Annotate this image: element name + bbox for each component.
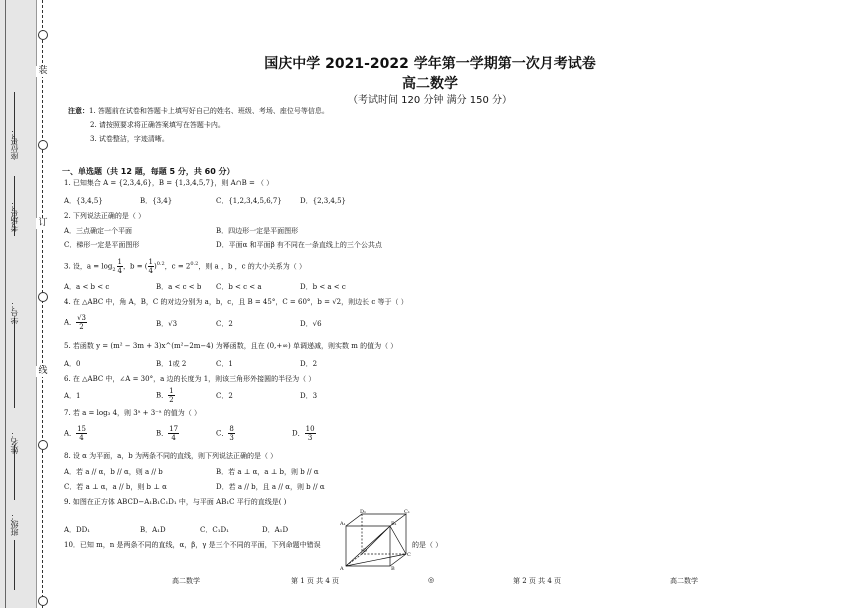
option-d bbox=[292, 425, 316, 442]
stem-part: 3. 设，a = log bbox=[64, 262, 113, 271]
question-stem: 6. 在 △ABC 中，∠A = 30°，a 边的长度为 1，则该三角形外接圆的半径为（ ） bbox=[64, 375, 316, 383]
option-a bbox=[64, 425, 87, 442]
question-stem: 1. 已知集合 A = {2,3,4,6}，B = {1,3,4,5,7}，则 A∩B = （ ） bbox=[64, 179, 274, 187]
option-a-fraction bbox=[76, 425, 87, 442]
fraction-denominator: 4 bbox=[117, 267, 122, 275]
section-title: 一、单选题（共 12 题，每题 5 分，共 60 分） bbox=[62, 167, 235, 176]
exam-title: 国庆中学 2021-2022 学年第一学期第一次月考试卷 bbox=[264, 56, 596, 72]
fraction-denominator: 2 bbox=[79, 323, 84, 331]
option-c-fraction bbox=[228, 425, 234, 442]
option-c bbox=[216, 425, 235, 442]
field-studentid: 学号： bbox=[10, 300, 19, 324]
option-d: D．b < a < c bbox=[300, 283, 346, 291]
binding-hole bbox=[38, 140, 48, 150]
bind-label-ding: 订 bbox=[36, 218, 50, 229]
note-item: 1. 答题前在试卷和答题卡上填写好自己的姓名、班级、考场、座位号等信息。 bbox=[89, 107, 329, 115]
option-a: A．0 bbox=[64, 360, 81, 368]
note-item: 2. 请按照要求将正确答案填写在答题卡内。 bbox=[90, 121, 225, 129]
binding-hole bbox=[38, 30, 48, 40]
cube-label: A₁ bbox=[340, 521, 346, 527]
option-d: D．{2,3,4,5} bbox=[300, 197, 347, 205]
footer-mark: ◎ bbox=[428, 576, 435, 584]
field-name: 姓名： bbox=[10, 430, 19, 454]
question-stem: 2. 下列说法正确的是（ ） bbox=[64, 212, 146, 220]
option-c: C．1 bbox=[216, 360, 233, 368]
option-a-fraction bbox=[76, 314, 87, 331]
binding-hole bbox=[38, 596, 48, 606]
fraction-numerator: 1 bbox=[148, 258, 153, 266]
binding-hole bbox=[38, 440, 48, 450]
option-d: D．2 bbox=[300, 360, 318, 368]
option-a: A．{3,4,5} bbox=[64, 197, 103, 205]
question-stem: 10．已知 m，n 是两条不同的直线，α，β，γ 是三个不同的平面，下列命题中错误 bbox=[64, 541, 321, 549]
notes-label: 注意： bbox=[68, 106, 89, 115]
option-a: A．1 bbox=[64, 392, 81, 400]
exam-subject: 高二数学 bbox=[402, 76, 458, 92]
fraction-denominator: 3 bbox=[229, 434, 234, 442]
question-stem: 4. 在 △ABC 中，角 A，B，C 的对边分别为 a，b，c，且 B = 45°，C = 60°，b = √2，则边长 c 等于（ ） bbox=[64, 298, 408, 306]
fraction-numerator: 1 bbox=[169, 387, 174, 395]
question-stem: 3. 设，$a = \log_2$ $\frac{1}{4}$ ，b = ( $\frac{1}{4}$ )$^{0.2}$，$c = 2^{0.2}$，则 a ，b ，c 的大小关系为（ ） bbox=[64, 258, 307, 275]
studentid-underline bbox=[14, 318, 15, 408]
cube-label: A bbox=[340, 566, 344, 570]
option-b-label: B． bbox=[156, 391, 169, 400]
question-stem-tail: 的是（ ） bbox=[412, 541, 443, 549]
cube-label: B bbox=[391, 566, 395, 570]
footer-right: 高二数学 bbox=[670, 577, 698, 585]
note-item: 3. 试卷整洁，字迹清晰。 bbox=[90, 135, 169, 143]
question-stem: 5. 若函数 y = (m² − 3m + 3)x^(m²−2m−4) 为幂函数，且在 (0,+∞) 单调递减，则实数 m 的值为（ ） bbox=[64, 342, 398, 350]
option-c: C．C₁D₁ bbox=[200, 526, 229, 534]
fraction-denominator: 4 bbox=[148, 267, 153, 275]
cube-label: C bbox=[407, 552, 411, 558]
option-c: C．b < c < a bbox=[216, 283, 262, 291]
option-d: D．3 bbox=[300, 392, 318, 400]
option-d: D．平面α 和平面β 有不同在一条直线上的三个公共点 bbox=[216, 241, 382, 249]
cube-label: B₁ bbox=[391, 521, 397, 527]
option-a-label: A． bbox=[64, 429, 77, 438]
cube-label: D₁ bbox=[360, 509, 367, 515]
option-c: C．若 a ⊥ α，a // b，则 b ⊥ α bbox=[64, 483, 167, 491]
cube-diagonals bbox=[346, 526, 406, 566]
stem-sub: 2 bbox=[112, 266, 116, 273]
question-stem: 9. 如图在正方体 ABCD−A₁B₁C₁D₁ 中，与平面 AB₁C 平行的直线是( ) bbox=[64, 498, 287, 506]
option-a: A．a < b < c bbox=[64, 283, 110, 291]
fraction-numerator: 8 bbox=[229, 425, 234, 433]
option-c: C．2 bbox=[216, 320, 233, 328]
bind-label-zhuang: 装 bbox=[36, 66, 50, 77]
field-class: 班级： bbox=[10, 512, 19, 536]
footer-page1: 第 1 页 共 4 页 bbox=[291, 577, 340, 585]
option-b: B．a < c < b bbox=[156, 283, 202, 291]
fraction-numerator: 17 bbox=[169, 425, 179, 433]
fraction-numerator: 10 bbox=[305, 425, 315, 433]
question-stem: 7. 若 a = log₃ 4，则 3ᵃ + 3⁻ᵃ 的值为（ ） bbox=[64, 409, 202, 417]
option-d: D．若 a // b，且 a // α，则 b // α bbox=[216, 483, 325, 491]
option-d: D．√6 bbox=[300, 320, 322, 328]
option-a: A．DD₁ bbox=[64, 526, 91, 534]
field-room: 考场号： bbox=[10, 200, 19, 232]
fraction-denominator: 4 bbox=[171, 434, 176, 442]
fraction-denominator: 2 bbox=[169, 396, 174, 404]
option-b: B．{3,4} bbox=[140, 197, 173, 205]
option-b-fraction bbox=[168, 425, 179, 442]
instructions bbox=[68, 104, 329, 146]
question-stem: 8. 设 α 为平面，a，b 为两条不同的直线，则下列说法正确的是（ ） bbox=[64, 452, 278, 460]
option-c: C．梯形一定是平面图形 bbox=[64, 241, 140, 249]
stem-pow: 0.2 bbox=[156, 261, 165, 268]
option-d-fraction bbox=[305, 425, 316, 442]
option-d: D．A₁D bbox=[262, 526, 289, 534]
cube-figure bbox=[340, 508, 412, 570]
footer-left: 高二数学 bbox=[172, 577, 200, 585]
fraction-numerator: 15 bbox=[77, 425, 86, 433]
option-b bbox=[156, 425, 179, 442]
binding-hole bbox=[38, 292, 48, 302]
fraction-numerator: √3 bbox=[77, 314, 86, 322]
bind-label-xian: 线 bbox=[36, 366, 50, 377]
footer-page2: 第 2 页 共 4 页 bbox=[513, 577, 562, 585]
option-a: A．三点确定一个平面 bbox=[64, 227, 133, 235]
option-b: B．√3 bbox=[156, 320, 178, 328]
option-d-label: D． bbox=[292, 429, 305, 438]
option-a: A．若 a // α，b // α，则 a // b bbox=[64, 468, 163, 476]
cube-label: D bbox=[363, 548, 368, 554]
option-b: B．若 a ⊥ α，a ⊥ b，则 b // α bbox=[216, 468, 319, 476]
option-b: B．四边形一定是平面图形 bbox=[216, 227, 299, 235]
fraction-denominator: 4 bbox=[79, 434, 84, 442]
option-b-label: B． bbox=[156, 429, 169, 438]
stem-fraction bbox=[148, 258, 154, 275]
stem-part: ，则 a ，b ，c 的大小关系为（ ） bbox=[198, 262, 307, 271]
fraction-denominator: 3 bbox=[307, 434, 313, 442]
option-b-fraction bbox=[168, 387, 174, 404]
option-a bbox=[64, 314, 87, 331]
option-b: B．1或 2 bbox=[156, 360, 187, 368]
option-c-label: C． bbox=[216, 429, 229, 438]
stem-pow: 0.2 bbox=[190, 261, 199, 268]
fraction-numerator: 1 bbox=[117, 258, 122, 266]
class-underline bbox=[14, 540, 15, 590]
option-c: C．{1,2,3,4,5,6,7} bbox=[216, 197, 282, 205]
option-b: B．A₁D bbox=[140, 526, 166, 534]
option-a-label: A． bbox=[64, 318, 77, 327]
stem-part: ，b = bbox=[122, 262, 145, 271]
option-b bbox=[156, 387, 175, 404]
option-c: C．2 bbox=[216, 392, 233, 400]
exam-info: （考试时间 120 分钟 满分 150 分） bbox=[347, 95, 513, 106]
stem-part: ，c = 2 bbox=[164, 262, 191, 271]
cube-label: C₁ bbox=[404, 509, 410, 515]
cube-top-face bbox=[346, 514, 406, 526]
field-seat: 座位号： bbox=[10, 128, 19, 160]
